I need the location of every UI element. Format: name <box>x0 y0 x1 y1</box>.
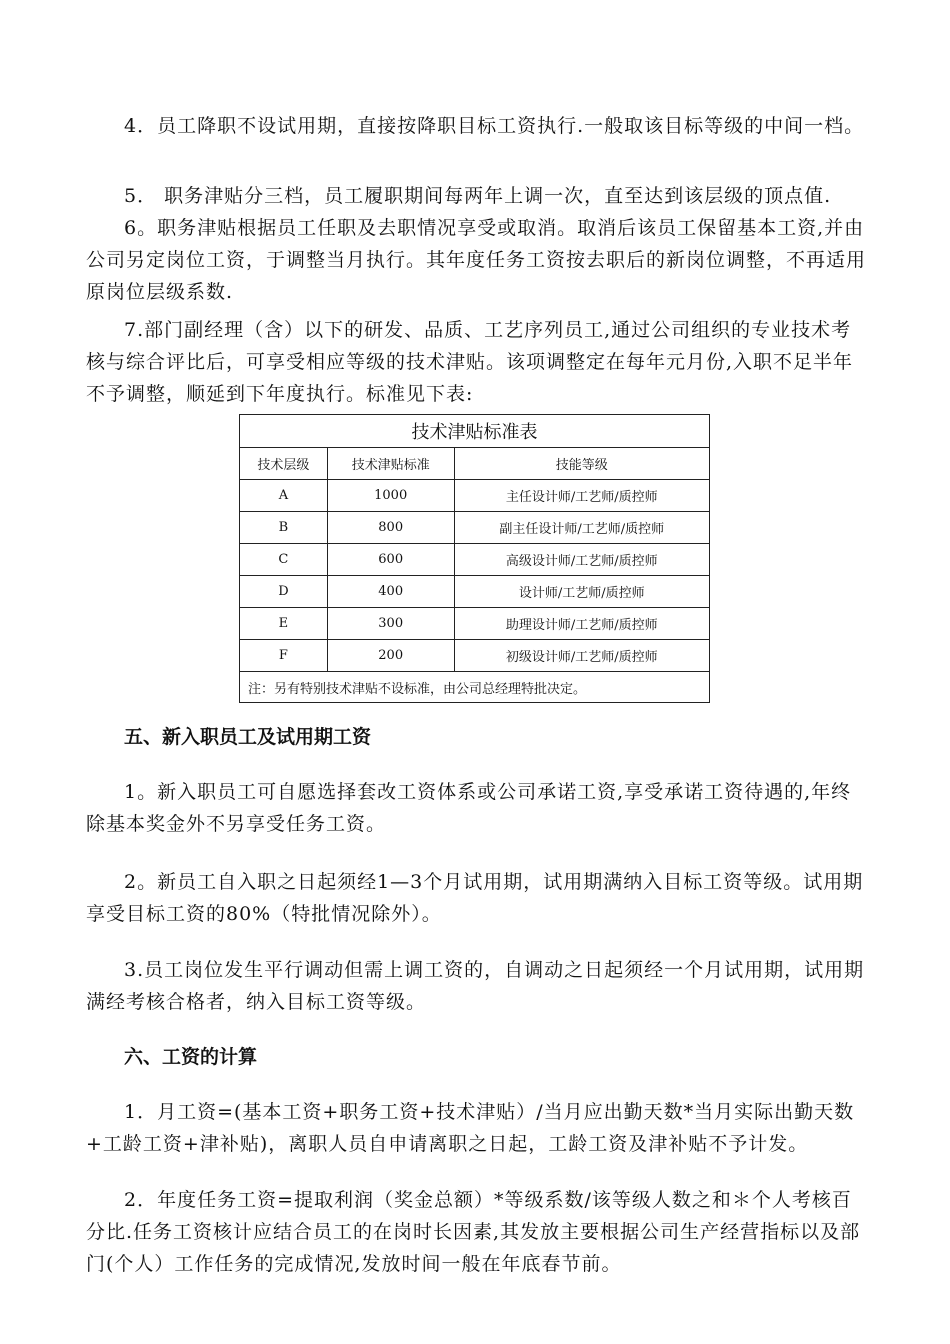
cell-grade: 主任设计师/工艺师/质控师 <box>454 480 709 512</box>
section-6-paragraph-2: 2．年度任务工资=提取利润（奖金总额）*等级系数/该等级人数之和＊个人考核百分比.任务工资核计应结合员工的在岗时长因素,其发放主要根据公司生产经营指标以及部门(个人）工作任务的完成情况,发放时间一般在年底春节前。 <box>86 1189 861 1275</box>
section-5-paragraph-3: 3.员工岗位发生平行调动但需上调工资的，自调动之日起须经一个月试用期，试用期满经考核合格者，纳入目标工资等级。 <box>86 959 865 1013</box>
header-skill-grade: 技能等级 <box>454 448 709 480</box>
table-header-row <box>240 448 710 480</box>
cell-grade: 设计师/工艺师/质控师 <box>454 576 709 608</box>
section-5-heading: 五、新入职员工及试用期工资 <box>124 726 372 748</box>
cell-level: A <box>240 480 328 512</box>
cell-standard: 300 <box>327 608 454 640</box>
cell-grade: 高级设计师/工艺师/质控师 <box>454 544 709 576</box>
cell-standard: 600 <box>327 544 454 576</box>
cell-grade: 助理设计师/工艺师/质控师 <box>454 608 709 640</box>
table-caption: 技术津贴标准表 <box>240 415 710 448</box>
cell-standard: 200 <box>327 640 454 672</box>
table-row <box>240 512 710 544</box>
header-tech-level: 技术层级 <box>240 448 328 480</box>
table-row <box>240 576 710 608</box>
cell-standard: 400 <box>327 576 454 608</box>
paragraph-4-demotion: 4．员工降职不设试用期，直接按降职目标工资执行.一般取该目标等级的中间一档。 <box>124 115 865 137</box>
cell-standard: 800 <box>327 512 454 544</box>
paragraph-6-allowance-cancel: 6。职务津贴根据员工任职及去职情况享受或取消。取消后该员工保留基本工资,并由公司另定岗位工资，于调整当月执行。其年度任务工资按去职后的新岗位调整，不再适用原岗位层级系数. <box>86 217 867 303</box>
header-allowance-standard: 技术津贴标准 <box>327 448 454 480</box>
cell-level: D <box>240 576 328 608</box>
cell-grade: 副主任设计师/工艺师/质控师 <box>454 512 709 544</box>
cell-grade: 初级设计师/工艺师/质控师 <box>454 640 709 672</box>
tech-allowance-table <box>239 414 710 703</box>
table-row <box>240 608 710 640</box>
section-5-paragraph-2: 2。新员工自入职之日起须经1—3个月试用期，试用期满纳入目标工资等级。试用期享受目标工资的80%（特批情况除外）。 <box>86 871 864 925</box>
cell-level: E <box>240 608 328 640</box>
table-note: 注：另有特别技术津贴不设标准，由公司总经理特批决定。 <box>240 672 710 703</box>
cell-level: B <box>240 512 328 544</box>
cell-standard: 1000 <box>327 480 454 512</box>
table-row <box>240 544 710 576</box>
paragraph-5-duty-allowance: 5． 职务津贴分三档，员工履职期间每两年上调一次，直至达到该层级的顶点值. <box>124 185 832 207</box>
section-6-heading: 六、工资的计算 <box>124 1046 258 1068</box>
section-6-paragraph-1: 1．月工资=(基本工资+职务工资+技术津贴）/当月应出勤天数*当月实际出勤天数+工龄工资+津补贴)，离职人员自申请离职之日起，工龄工资及津补贴不予计发。 <box>86 1101 855 1155</box>
paragraph-7-tech-allowance: 7.部门副经理（含）以下的研发、品质、工艺序列员工,通过公司组织的专业技术考核与综合评比后，可享受相应等级的技术津贴。该项调整定在每年元月份,入职不足半年不予调整，顺延到下年度执行。标准见下表: <box>86 319 854 405</box>
table-row <box>240 480 710 512</box>
cell-level: F <box>240 640 328 672</box>
section-5-paragraph-1: 1。新入职员工可自愿选择套改工资体系或公司承诺工资,享受承诺工资待遇的,年终除基本奖金外不另享受任务工资。 <box>86 781 852 835</box>
table-row <box>240 640 710 672</box>
cell-level: C <box>240 544 328 576</box>
